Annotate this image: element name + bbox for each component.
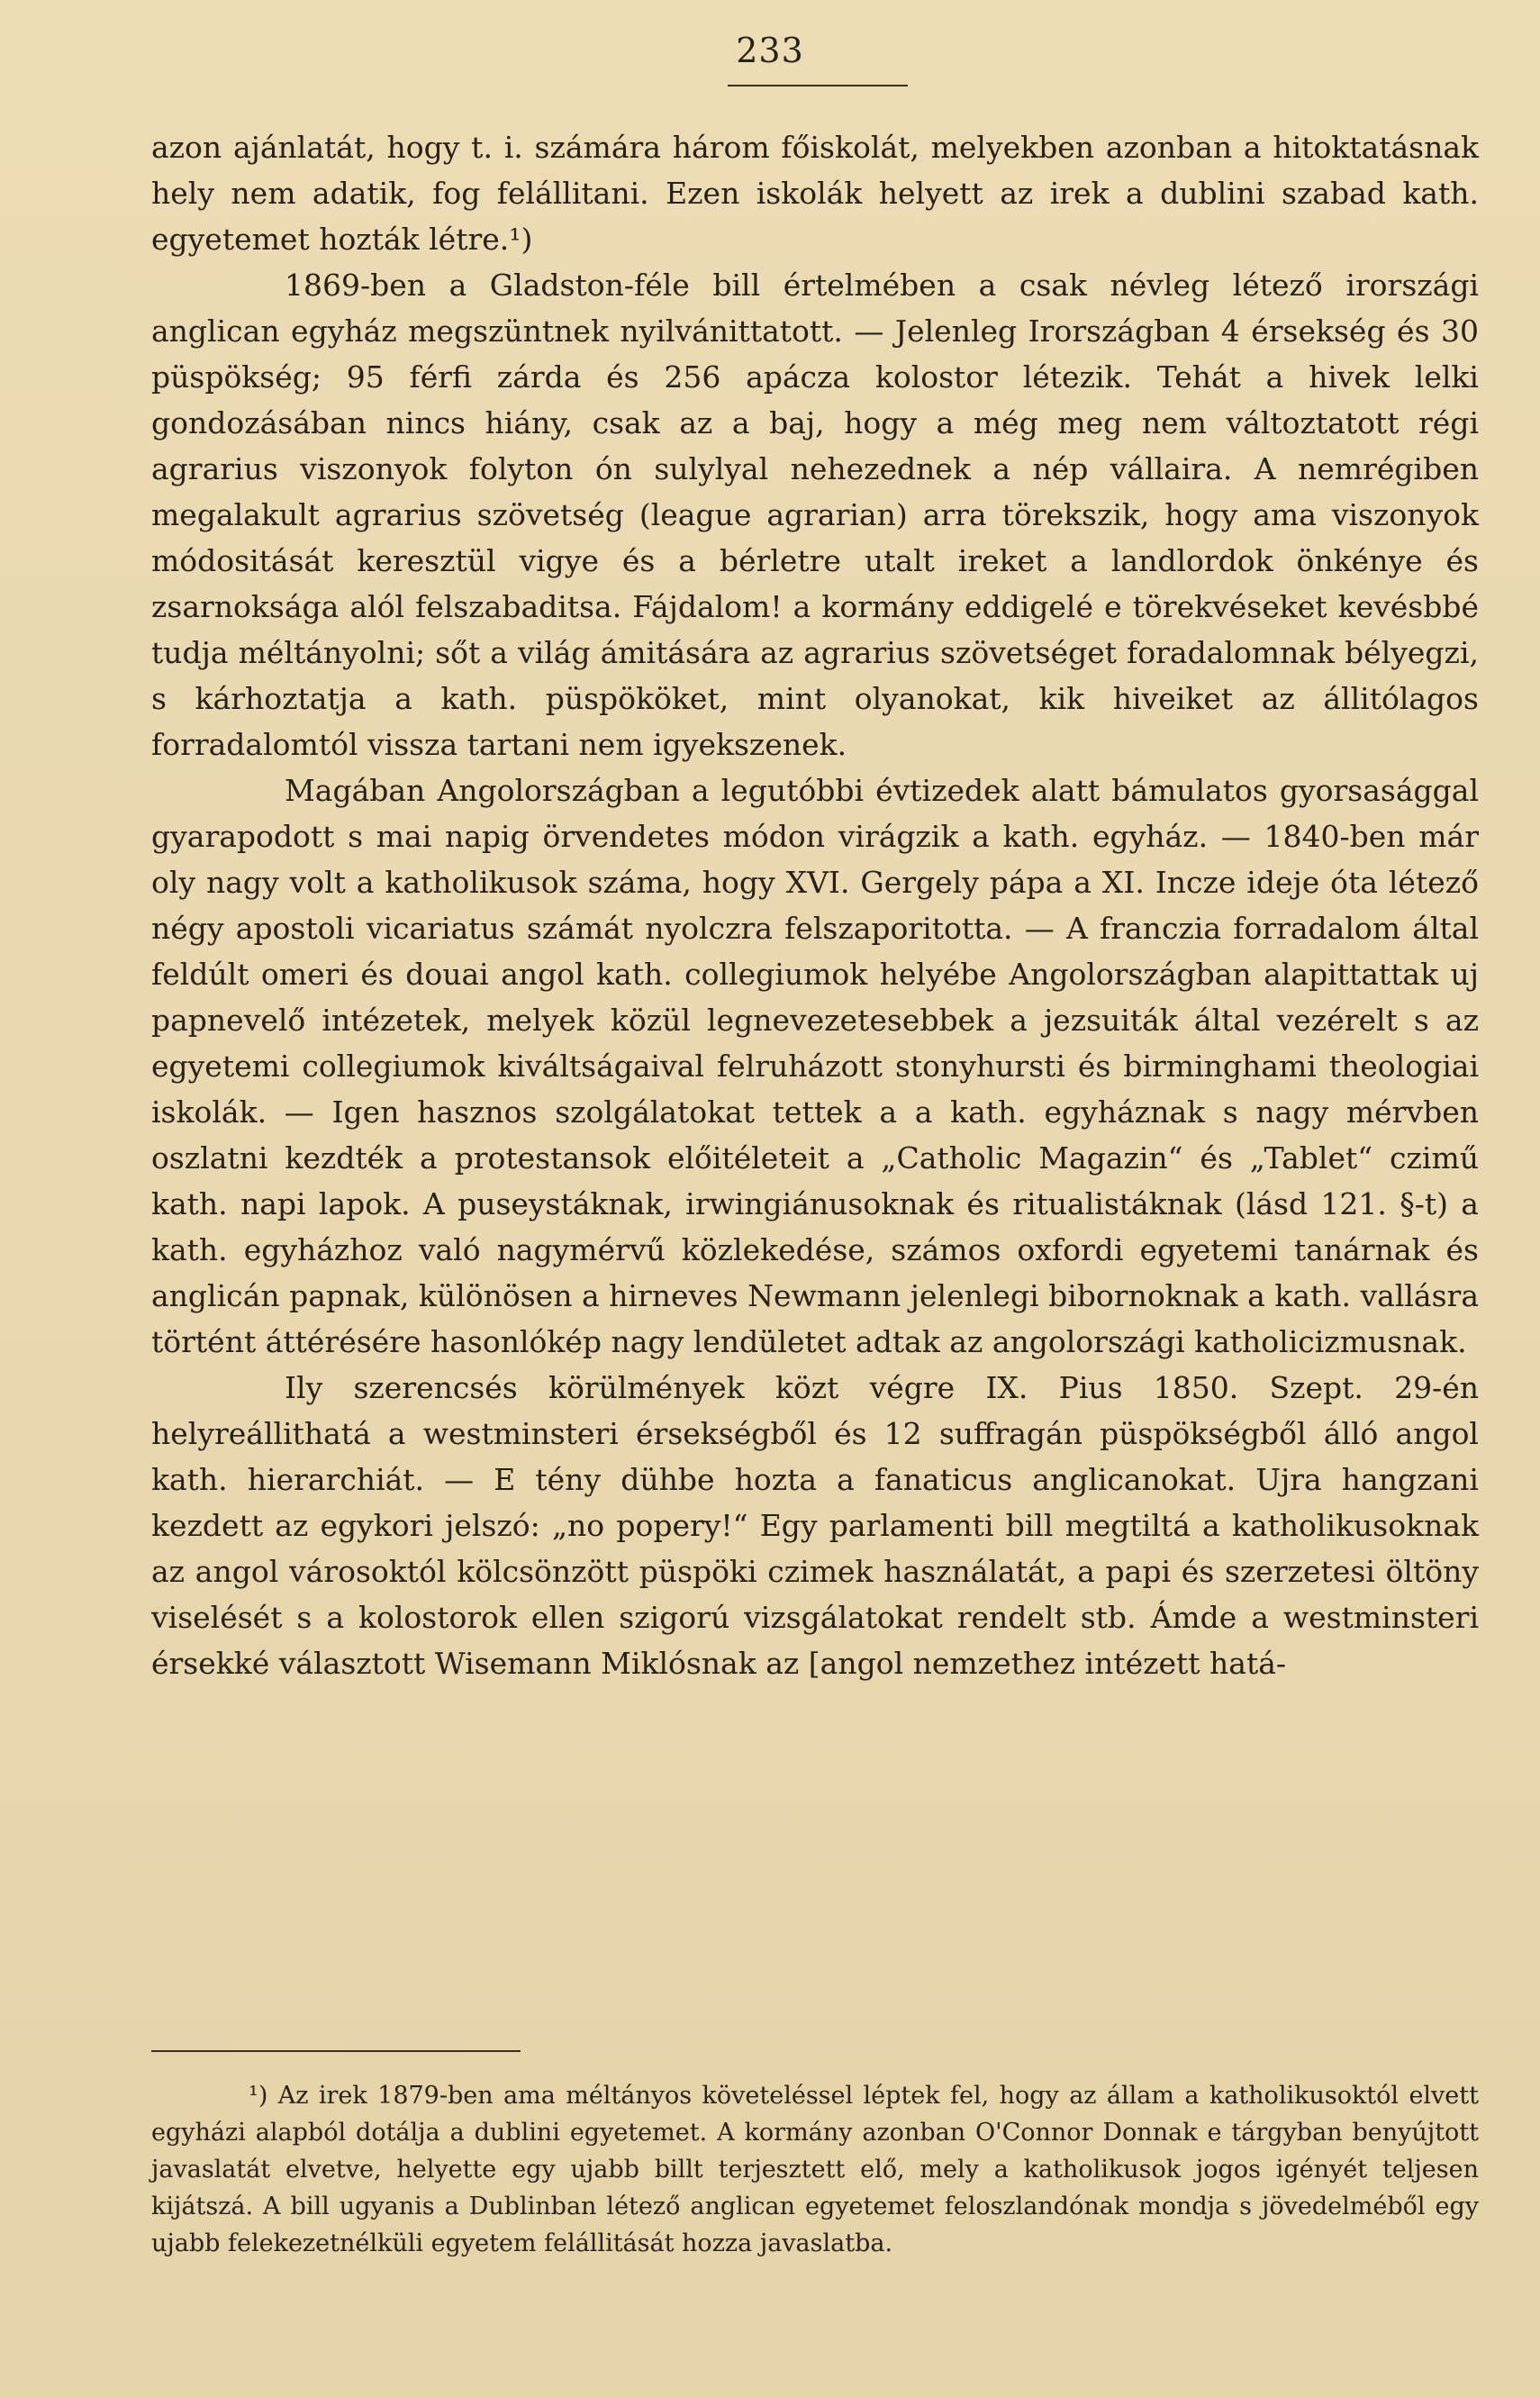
footnote-rule [151, 2050, 521, 2052]
body-text [151, 124, 1479, 1686]
page-number: 233 [736, 31, 804, 70]
paragraph-4: Ily szerencsés körülmények közt végre IX. Pius 1850. Szept. 29-én helyreállithatá a westminsteri érsekségből és 12 suffragán püspökségből álló angol kath. hierarchiát. — E tény dühbe hozta a fanaticus anglicanokat. Ujra hangzani kezdett az egykori jelszó: „no popery!“ Egy parlamenti bill megtiltá a katholikusoknak az angol városoktól kölcsönzött püspöki czimek használatát, a papi és szerzetesi öltöny viselését s a kolostorok ellen szigorú vizsgálatokat rendelt stb. Ámde a westminsteri érsekké választott Wisemann Miklósnak az [angol nemzethez intézett hatá- [151, 1370, 1479, 1681]
paragraph-3: Magában Angolországban a legutóbbi évtizedek alatt bámulatos gyorsasággal gyarapodott s mai napig örvendetes módon virágzik a kath. egyház. — 1840-ben már oly nagy volt a katholikusok száma, hogy XVI. Gergely pápa a XI. Incze ideje óta létező négy apostoli vicariatus számát nyolczra felszaporitotta. — A franczia forradalom által feldúlt omeri és douai angol kath. collegiumok helyébe Angolországban alapittattak uj papnevelő intézetek, melyek közül legnevezetesebbek a jezsuiták által vezérelt s az egyetemi collegiumok kiváltságaival felruházott stonyhursti és birminghami theologiai iskolák. — Igen hasznos szolgálatokat tettek a a kath. egyháznak s nagy mérvben oszlatni kezdték a protestansok előitéleteit a „Catholic Magazin“ és „Tablet“ czimű kath. napi lapok. A puseystáknak, irwingiánusoknak és ritualistáknak (lásd 121. §-t) a kath. egyházhoz való nagymérvű közlekedése, számos oxfordi egyetemi tanárnak és anglicán papnak, különösen a hirneves Newmann jelenlegi bibornoknak a kath. vallásra történt áttérésére hasonlókép nagy lendületet adtak az angolországi katholicizmusnak. [151, 773, 1479, 1359]
footnote-text: ¹) Az irek 1879-ben ama méltányos követeléssel léptek fel, hogy az állam a katholikusoktól elvett egyházi alapból dotálja a dublini egyetemet. A kormány azonban O'Connor Donnak e tárgyban benyújtott javaslatát elvetve, helyette egy ujabb billt terjesztett elő, mely a katholikusok jogos igényét teljesen kijátszá. A bill ugyanis a Dublinban létező anglican egyetemet feloszlandónak mondja s jövedelméből egy ujabb felekezetnélküli egyetem felállitását hozza javaslatba. [151, 2082, 1479, 2257]
paragraph-2: 1869-ben a Gladston-féle bill értelmében a csak névleg létező irországi anglican egyház megszüntnek nyilvánittatott. — Jelenleg Irországban 4 érsekség és 30 püspökség; 95 férfi zárda és 256 apácza kolostor létezik. Tehát a hivek lelki gondozásában nincs hiány, csak az a baj, hogy a még meg nem változtatott régi agrarius viszonyok folyton ón sulylyal nehezednek a nép vállaira. A nemrégiben megalakult agrarius szövetség (league agrarian) arra törekszik, hogy ama viszonyok módositását keresztül vigye és a bérletre utalt ireket a landlordok önkénye és zsarnoksága alól felszabaditsa. Fájdalom! a kormány eddigelé e törekvéseket kevésbbé tudja méltányolni; sőt a világ ámitására az agrarius szövetséget foradalomnak bélyegzi, s kárhoztatja a kath. püspököket, mint olyanokat, kik hiveiket az állitólagos forradalomtól vissza tartani nem igyekszenek. [151, 268, 1479, 762]
footnote [151, 2077, 1479, 2262]
paragraph-1: azon ajánlatát, hogy t. i. számára három főiskolát, melyekben azonban a hitoktatásnak hely nem adatik, fog felállitani. Ezen iskolák helyett az irek a dublini szabad kath. egyetemet hozták létre.¹) [151, 130, 1479, 257]
header-rule [728, 85, 908, 86]
